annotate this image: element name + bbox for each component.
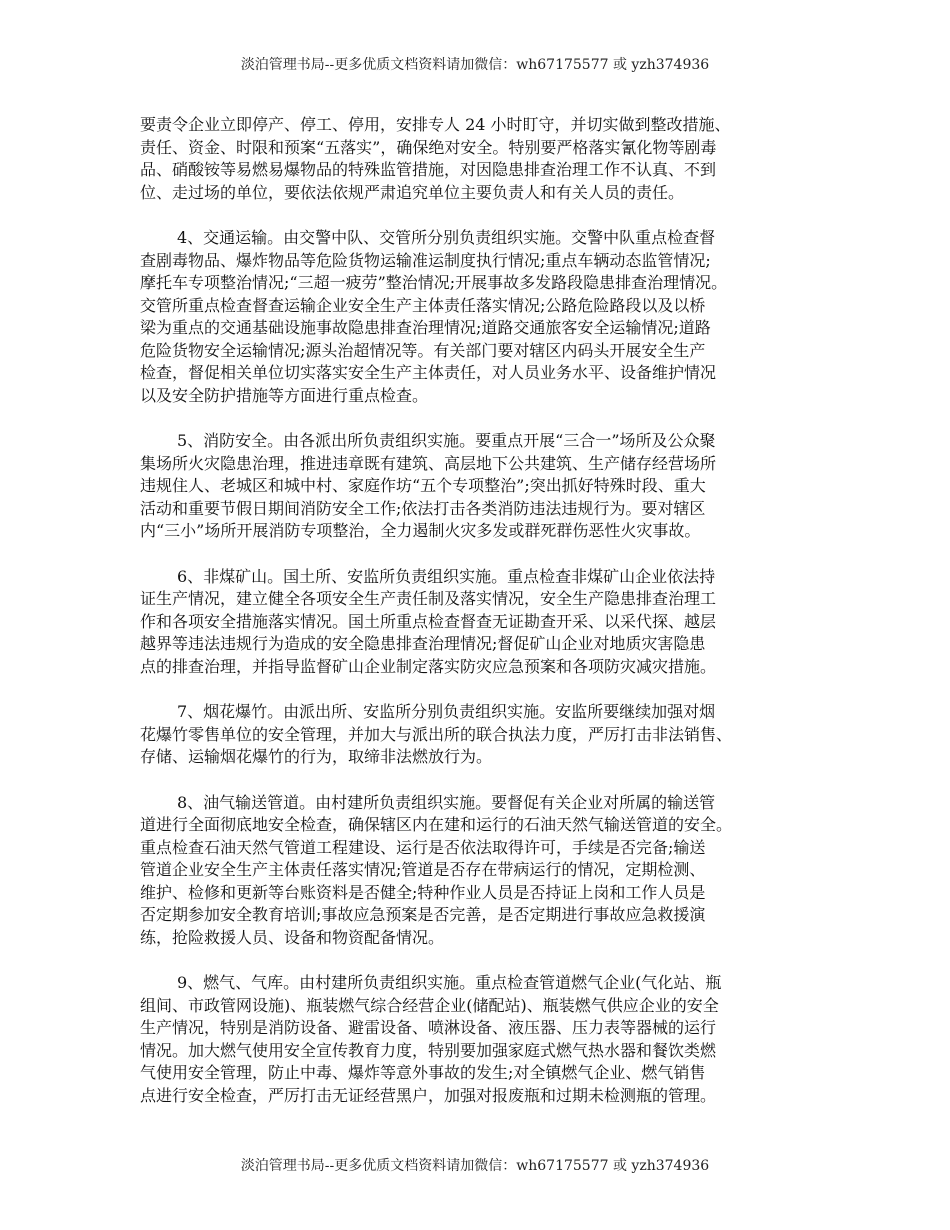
text-line: 生产情况，特别是消防设备、避雷设备、喷淋设备、液压器、压力表等器械的运行 bbox=[140, 1018, 717, 1037]
text-line: 维护、检修和更新等台账资料是否健全;特种作业人员是否持证上岗和工作人员是 bbox=[140, 882, 706, 902]
page-footer: 淡泊管理书局--更多优质文档资料请加微信：wh67175577 或 yzh374936 bbox=[240, 1158, 710, 1174]
document-body bbox=[140, 114, 823, 1130]
text-line: 越界等违法违规行为造成的安全隐患排查治理情况;督促矿山企业对地质灾害隐患 bbox=[140, 634, 706, 653]
paragraph-oil-gas-pipelines bbox=[140, 792, 823, 950]
text-line: 重点检查石油天然气管道工程建设、运行是否依法取得许可，手续是否完备;输送 bbox=[140, 837, 706, 857]
text-line: 管道企业安全生产主体责任落实情况;管道是否存在带病运行的情况，定期检测、 bbox=[140, 860, 706, 879]
text-line: 摩托车专项整治情况;“三超一疲劳”整治情况;开展事故多发路段隐患排查治理情况。 bbox=[140, 273, 728, 292]
text-line: 4、交通运输。由交警中队、交管所分别负责组织实施。交警中队重点检查督 bbox=[177, 228, 716, 247]
text-line: 作和各项安全措施落实情况。国土所重点检查督查无证勘查开采、以采代探、越层 bbox=[140, 611, 717, 631]
text-line: 品、硝酸铵等易燃易爆物品的特殊监管措施，对因隐患排查治理工作不认真、不到 bbox=[140, 160, 717, 179]
text-line: 集场所火灾隐患治理，推进违章既有建筑、高层地下公共建筑、生产储存经营场所 bbox=[140, 453, 717, 473]
paragraph-fireworks bbox=[140, 701, 823, 769]
text-line: 存储、运输烟花爆竹的行为，取缔非法燃放行为。 bbox=[140, 747, 493, 766]
text-line: 5、消防安全。由各派出所负责组织实施。要重点开展“三合一”场所及公众聚 bbox=[177, 431, 716, 450]
paragraph-fire-safety bbox=[140, 430, 823, 543]
text-line: 危险货物安全运输情况;源头治超情况等。有关部门要对辖区内码头开展安全生产 bbox=[140, 340, 706, 360]
text-line: 点的排查治理，并指导监督矿山企业制定落实防灾应急预案和各项防灾减灾措施。 bbox=[140, 656, 717, 676]
text-line: 6、非煤矿山。国土所、安监所负责组织实施。重点检查非煤矿山企业依法持 bbox=[177, 566, 716, 586]
text-line: 内“三小”场所开展消防专项整治，全力遏制火灾多发或群死群伤恶性火灾事故。 bbox=[140, 521, 701, 540]
paragraph-non-coal-mines bbox=[140, 566, 823, 679]
text-line: 责任、资金、时限和预案“五落实”，确保绝对安全。特别要严格落实氰化物等剧毒 bbox=[140, 137, 717, 157]
text-line: 活动和重要节假日期间消防安全工作;依法打击各类消防违法违规行为。要对辖区 bbox=[140, 498, 706, 518]
page-header: 淡泊管理书局--更多优质文档资料请加微信：wh67175577 或 yzh374936 bbox=[240, 57, 710, 73]
text-line: 组间、市政管网设施)、瓶装燃气综合经营企业(储配站)、瓶装燃气供应企业的安全 bbox=[140, 995, 719, 1015]
text-line: 道进行全面彻底地安全检查，确保辖区内在建和运行的石油天然气输送管道的安全。 bbox=[140, 815, 733, 834]
paragraph-continuation bbox=[140, 114, 823, 204]
text-line: 9、燃气、气库。由村建所负责组织实施。重点检查管道燃气企业(气化站、瓶 bbox=[177, 973, 722, 992]
text-line: 气使用安全管理，防止中毒、爆炸等意外事故的发生;对全镇燃气企业、燃气销售 bbox=[140, 1063, 706, 1082]
text-line: 证生产情况，建立健全各项安全生产责任制及落实情况，安全生产隐患排查治理工 bbox=[140, 589, 717, 608]
text-line: 交管所重点检查督查运输企业安全生产主体责任落实情况;公路危险路段以及以桥 bbox=[140, 295, 706, 315]
text-line: 否定期参加安全教育培训;事故应急预案是否完善，是否定期进行事故应急救援演 bbox=[140, 905, 706, 924]
text-line: 检查，督促相关单位切实落实安全生产主体责任，对人员业务水平、设备维护情况 bbox=[140, 363, 717, 382]
text-line: 位、走过场的单位，要依法依规严肃追究单位主要负责人和有关人员的责任。 bbox=[140, 182, 685, 202]
text-line: 违规住人、老城区和城中村、家庭作坊“五个专项整治”;突出抓好特殊时段、重大 bbox=[140, 476, 706, 495]
text-line: 要责令企业立即停产、停工、停用，安排专人 24 小时盯守，并切实做到整改措施、 bbox=[140, 115, 731, 134]
text-line: 梁为重点的交通基础设施事故隐患排查治理情况;道路交通旅客安全运输情况;道路 bbox=[140, 318, 711, 337]
text-line: 情况。加大燃气使用安全宣传教育力度，特别要加强家庭式燃气热水器和餐饮类燃 bbox=[140, 1040, 717, 1060]
text-line: 点进行安全检查，严厉打击无证经营黑户，加强对报废瓶和过期未检测瓶的管理。 bbox=[140, 1085, 717, 1105]
paragraph-gas-depots bbox=[140, 972, 823, 1107]
text-line: 以及安全防护措施等方面进行重点检查。 bbox=[140, 385, 429, 405]
text-line: 8、油气输送管道。由村建所负责组织实施。要督促有关企业对所属的输送管 bbox=[177, 792, 716, 812]
text-line: 练，抢险救援人员、设备和物资配备情况。 bbox=[140, 927, 445, 947]
paragraph-transport bbox=[140, 227, 823, 407]
text-line: 查剧毒物品、爆炸物品等危险货物运输准运制度执行情况;重点车辆动态监管情况; bbox=[140, 250, 711, 270]
text-line: 花爆竹零售单位的安全管理，并加大与派出所的联合执法力度，严厉打击非法销售、 bbox=[140, 724, 733, 744]
text-line: 7、烟花爆竹。由派出所、安监所分别负责组织实施。安监所要继续加强对烟 bbox=[177, 702, 716, 721]
